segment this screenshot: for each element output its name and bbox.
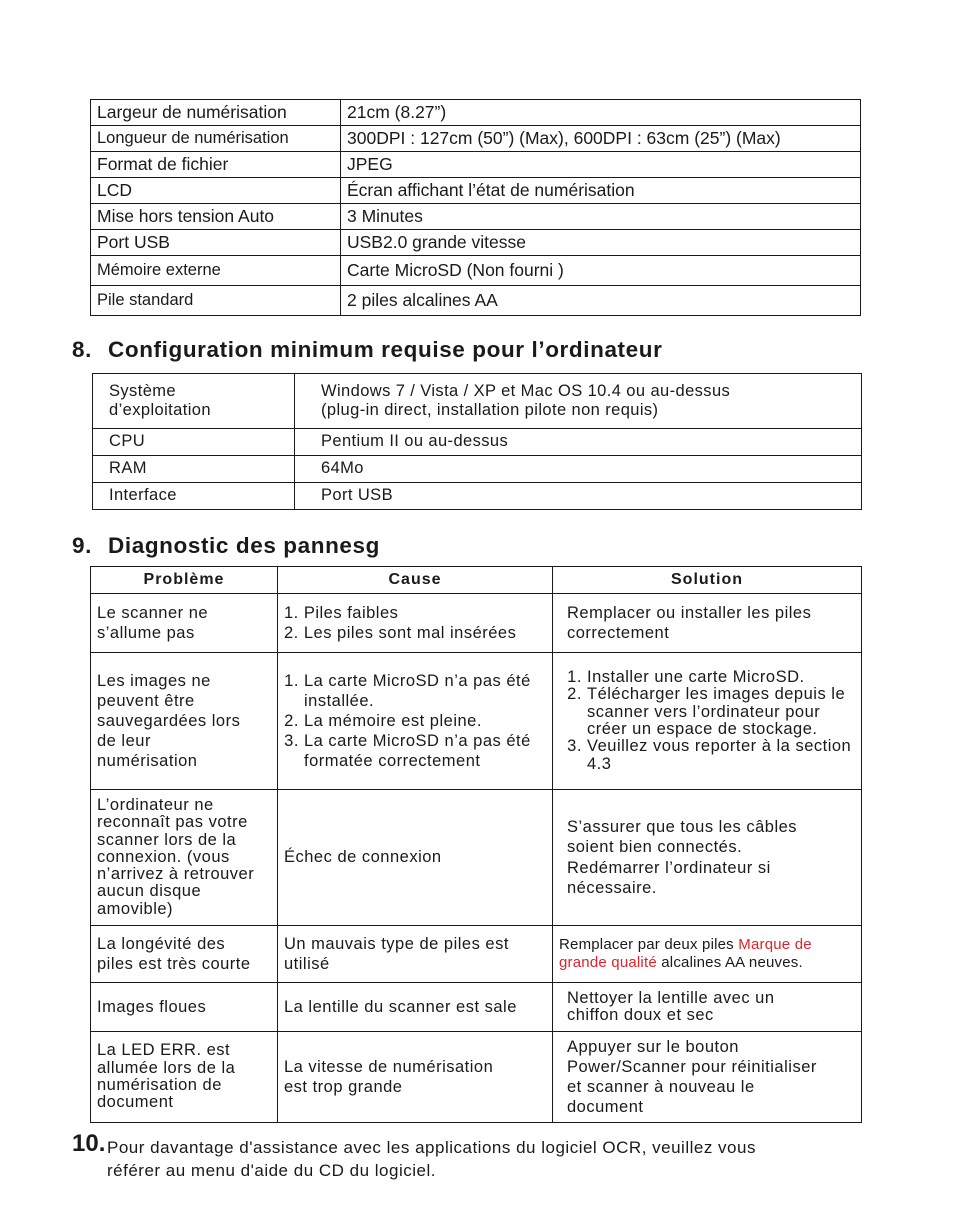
- config-row: [93, 429, 862, 456]
- spec-label: Largeur de numérisation: [91, 100, 341, 126]
- problem-cell: [91, 653, 278, 790]
- text-line: référer au menu d'aide du CD du logiciel.: [107, 1161, 436, 1180]
- text-line: Nettoyer la lentille avec un: [567, 988, 775, 1007]
- spec-label: Mise hors tension Auto: [91, 204, 341, 230]
- spec-value: 21cm (8.27”): [341, 100, 861, 126]
- cause-cell: [278, 790, 553, 926]
- solution-cell: [553, 926, 862, 983]
- config-value: Port USB: [295, 483, 862, 510]
- solution-cell: [553, 1032, 862, 1123]
- config-label: CPU: [93, 429, 295, 456]
- spec-label: LCD: [91, 178, 341, 204]
- text-line: de leur: [97, 732, 151, 751]
- config-row: [93, 483, 862, 510]
- text-line: nécessaire.: [567, 878, 657, 897]
- config-value: [295, 374, 862, 429]
- text-line: 1. Piles faibles: [284, 603, 399, 622]
- text-line: Les images ne: [97, 671, 211, 690]
- header-problem: Problème: [91, 567, 278, 594]
- text-line: Power/Scanner pour réinitialiser: [567, 1057, 817, 1076]
- list-item: 2. La mémoire est pleine.: [304, 711, 546, 731]
- text-line: Images floues: [97, 997, 207, 1016]
- cause-list: [284, 671, 546, 772]
- specs-row: [91, 286, 861, 316]
- spec-value: JPEG: [341, 152, 861, 178]
- specs-row: [91, 230, 861, 256]
- cause-cell: [278, 653, 553, 790]
- text-line: reconnaît pas votre: [97, 813, 248, 832]
- solution-cell: [553, 790, 862, 926]
- system-requirements-table: [92, 373, 862, 510]
- solution-cell: [553, 594, 862, 653]
- text-line: L’ordinateur ne: [97, 795, 214, 814]
- cause-cell: [278, 594, 553, 653]
- cause-cell: [278, 926, 553, 983]
- solution-cell: [553, 983, 862, 1032]
- solution-text: alcalines AA neuves.: [656, 954, 803, 971]
- config-value: Pentium II ou au-dessus: [295, 429, 862, 456]
- spec-value: 2 piles alcalines AA: [341, 286, 861, 316]
- section-number: 8.: [72, 337, 92, 362]
- section-number: 9.: [72, 533, 92, 558]
- spec-value: 3 Minutes: [341, 204, 861, 230]
- table-row: [91, 653, 862, 790]
- text-line: est trop grande: [284, 1078, 403, 1096]
- spec-value: Écran affichant l’état de numérisation: [341, 178, 861, 204]
- header-cause: Cause: [278, 567, 553, 594]
- text-line: Pour davantage d'assistance avec les applications du logiciel OCR, veuillez vous: [107, 1138, 756, 1157]
- list-item: 1. Installer une carte MicroSD.: [587, 669, 855, 686]
- text-line: utilisé: [284, 955, 330, 973]
- config-label-line: Système: [109, 381, 176, 400]
- header-solution: Solution: [553, 567, 862, 594]
- text-line: La vitesse de numérisation: [284, 1057, 494, 1076]
- text-line: Échec de connexion: [284, 848, 442, 867]
- config-value-line: (plug-in direct, installation pilote non requis): [321, 401, 659, 419]
- section-8-heading: [72, 337, 662, 363]
- specs-table: [90, 99, 861, 316]
- list-item: 2. Télécharger les images depuis le scanner vers l’ordinateur pour créer un espace de stockage.: [587, 686, 855, 738]
- table-row: [91, 983, 862, 1032]
- text-line: piles est très courte: [97, 955, 251, 973]
- list-item: 1. La carte MicroSD n’a pas été installée.: [304, 671, 546, 711]
- spec-value: 300DPI : 127cm (50”) (Max), 600DPI : 63cm (25”) (Max): [341, 126, 861, 152]
- problem-cell: [91, 926, 278, 983]
- config-row: [93, 374, 862, 429]
- solution-list: [567, 669, 855, 773]
- specs-row: [91, 126, 861, 152]
- list-item: 3. Veuillez vous reporter à la section 4.3: [587, 738, 855, 773]
- text-line: Le scanner ne: [97, 603, 209, 622]
- specs-row: [91, 204, 861, 230]
- spec-label: Format de fichier: [91, 152, 341, 178]
- spec-label: Port USB: [91, 230, 341, 256]
- spec-label: Mémoire externe: [91, 256, 341, 286]
- solution-cell: [553, 653, 862, 790]
- text-line: s’allume pas: [97, 624, 195, 642]
- text-line: Remplacer ou installer les piles: [567, 603, 812, 622]
- config-row: [93, 456, 862, 483]
- table-header-row: [91, 567, 862, 594]
- section-title: Configuration minimum requise pour l’ordinateur: [108, 337, 663, 362]
- spec-value: USB2.0 grande vitesse: [341, 230, 861, 256]
- spec-value: Carte MicroSD (Non fourni ): [341, 256, 861, 286]
- text-line: connexion. (vous: [97, 847, 230, 866]
- config-value: 64Mo: [295, 456, 862, 483]
- config-label: Interface: [93, 483, 295, 510]
- config-label: RAM: [93, 456, 295, 483]
- troubleshooting-table: [90, 566, 862, 1123]
- text-line: La lentille du scanner est sale: [284, 997, 517, 1016]
- specs-row: [91, 100, 861, 126]
- text-line: scanner lors de la: [97, 830, 237, 849]
- section-9-heading: [72, 533, 380, 559]
- text-line: correctement: [567, 624, 670, 642]
- table-row: [91, 594, 862, 653]
- config-label-line: d’exploitation: [109, 401, 211, 419]
- text-line: sauvegardées lors: [97, 711, 241, 730]
- specs-row: [91, 152, 861, 178]
- problem-cell: [91, 594, 278, 653]
- text-line: 2. Les piles sont mal insérées: [284, 624, 517, 642]
- text-line: document: [567, 1098, 644, 1117]
- text-line: et scanner à nouveau le: [567, 1078, 755, 1096]
- cause-cell: [278, 1032, 553, 1123]
- solution-text: Remplacer par deux piles: [559, 935, 739, 953]
- problem-cell: [91, 790, 278, 926]
- text-line: La LED ERR. est: [97, 1041, 231, 1060]
- text-line: numérisation: [97, 752, 198, 771]
- config-value-line: Windows 7 / Vista / XP et Mac OS 10.4 ou au-dessus: [321, 381, 731, 400]
- brand-quality-highlight: Marque de grande qualité: [559, 935, 812, 971]
- table-row: [91, 790, 862, 926]
- cause-cell: [278, 983, 553, 1032]
- section-title: Diagnostic des pannesg: [108, 533, 381, 558]
- problem-cell: [91, 1032, 278, 1123]
- table-row: [91, 1032, 862, 1123]
- text-line: Appuyer sur le bouton: [567, 1037, 739, 1056]
- config-label: [93, 374, 295, 429]
- text-line: Un mauvais type de piles est: [284, 934, 509, 953]
- problem-cell: [91, 983, 278, 1032]
- text-line: n’arrivez à retrouver: [97, 865, 255, 884]
- text-line: Redémarrer l’ordinateur si: [567, 858, 771, 877]
- text-line: chiffon doux et sec: [567, 1006, 714, 1024]
- text-line: numérisation de: [97, 1076, 222, 1094]
- text-line: document: [97, 1093, 174, 1112]
- text-line: S’assurer que tous les câbles: [567, 818, 798, 837]
- specs-row: [91, 178, 861, 204]
- section-10-number: 10.: [72, 1130, 106, 1157]
- text-line: soient bien connectés.: [567, 838, 743, 857]
- text-line: aucun disque: [97, 882, 202, 901]
- text-line: allumée lors de la: [97, 1058, 236, 1077]
- text-line: peuvent être: [97, 691, 195, 710]
- text-line: La longévité des: [97, 934, 226, 953]
- specs-row: [91, 256, 861, 286]
- spec-label: Longueur de numérisation: [91, 126, 341, 152]
- spec-label: Pile standard: [91, 286, 341, 316]
- table-row: [91, 926, 862, 983]
- text-line: amovible): [97, 899, 174, 918]
- list-item: 3. La carte MicroSD n’a pas été formatée correctement: [304, 731, 546, 771]
